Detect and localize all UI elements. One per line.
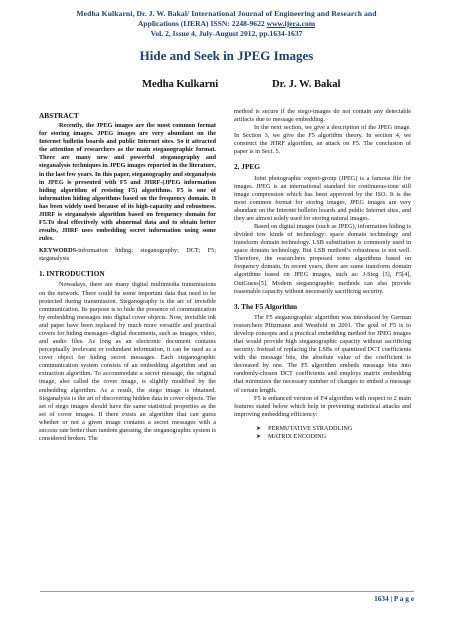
journal-header [40,9,413,38]
journal-url-link[interactable]: www.ijera.com [266,18,316,28]
journal-volume-line: Vol. 2, Issue 4, July-August 2012, pp.1634-1637 [150,28,303,38]
f5-paragraph-1: The F5 steganographic algorithm was introduced by German researchers Pfitzmann and Westfeld in 2001. The goal of F5 is to develop concepts and a practical embedding method for JPEG images that would provide high steganographic capacity without sacrificing security. Instead of replacing the LSBs of quantized DCT coefficients with the message bits, the absolute value of the coefficient is decreased by one. The F5 algorithm embeds message bits into randomly-chosen DCT coefficients and employs matrix embedding that minimizes the necessary number of changes to embed a message of certain length. [234,313,411,394]
f5-paragraph-2: F5 is enhanced version of F4 algorithm with respect to 2 main features stated below which help in preventing statistical attacks and improving embedding efficiency: [234,394,411,418]
jpeg-paragraph-1: Joint photographic expert-group (JPEG) is a famous file for images. JPEG is an international standard for continuous-tone still image compression which has been approved by the ISO. It is the most common format for storing images, JPEG images are very abundant on the Internet bulletin boards and public Internet sites, and they are almost solely used for storing natural images. [234,174,411,222]
arrow-bullet-icon: ➤ [256,425,262,432]
f5-feature-list [256,425,411,441]
intro-continued-text: method is secure if the stego-images do not contain any detectable artifacts due to message embedding. [234,108,411,124]
author-name-2: Dr. J. W. Bakal [272,79,341,90]
arrow-bullet-icon: ➤ [256,433,262,440]
footer-divider [40,591,414,592]
f5-heading: 3. The F5 Algorithm [234,301,298,311]
abstract-heading: ABSTRACT [39,111,79,120]
list-item-text: MATRIX ENCODING [268,432,327,440]
keywords-label: KEYWORDS- [39,247,79,255]
intro-text: Nowadays, there are many digital multimedia transmissions on the network. There could be some important data that need to be protected during transmission. Steganography is the art of invisible communication. Its purpose is to hide the presence of communication by embedding messages into digital cover objects. Now, invisible ink and paper have been replaced by much more versatile and practical covers for hiding messages–digital documents, such as images, video, and audio files. As long as an electronic document contains perceptually irrelevant or redundant information, it can be used as a cover object for hiding secret messages. Each steganographic communication system consists of an embedding algorithm and an extraction algorithm. To accommodate a secret message, the original image, also called the cover image, is slightly modified by the embedding algorithm. As a result, the stego image is obtained. Steganalysis is the art of discovering hidden data in cover objects. The set of stego images should have the same statistical properties as the set of cover images. If there exists an algorithm that can guess whether or not a given image contains a secret messages with a success rate better than random guessing, the steganographic system is considered broken. The [39,281,216,442]
jpeg-paragraph-2: Based on digital images (such as JPEG), information hiding is divided tow kinds of technology: space domain technology and transform domain technology. LSB substitution is commonly used in space domain technology. But LSB method’s robustness is not well. Therefore, the researchers proposed some algorithms based on frequency domain. In recent years, there are some transform domain algorithms based on JPEG images, such as: J-Steg [3], F5[4], OutGuess[5]. Modern steganographic methods can also provide reasonable capacity without necessarily sacrificing security. [234,223,411,295]
page-number: 1634 | P a g e [374,594,414,603]
abstract-text: Recently, the JPEG images are the most common format for storing images. JPEG images are very abundant on the Internet bulletin boards and public Internet sites. So it attracted the attention of researchers as the main steganographic format. There are many new and powerful steganography and steganalysis techniques in JPEG images reported in the literature, in the last few years. In this paper, steganography and steganalysis in JPEG is presented with F5 and JHRF-(JPEG information hiding algorithm of resisting F5) algorithms. F5 is one of information hiding algorithms based on the frequency domain. It has been widely used because of its high-capacity and robustness. JHRF is steganalysis algorithm based on frequency domain for F5.To deal effectively with abnormal data and to obtain better results, JHRF uses embedding secret information using some rules. [39,122,216,243]
left-column [39,108,216,443]
paper-title: Hide and Seek in JPEG Images [139,48,314,63]
keywords [39,247,216,263]
list-item-text: PERMUTATIVE STRADDLING [268,424,353,432]
journal-issn: Applications (IJERA) ISSN: 2248-9622 [137,18,265,28]
list-item [256,425,411,433]
intro-heading: 1. INTRODUCTION [39,269,105,279]
journal-citation-line: Medha Kulkarni, Dr. J. W. Bakal/ International Journal of Engineering and Research and [76,9,377,18]
list-item [256,433,411,441]
section-overview-text: In the next section, we give a description of the JPEG image. In Section 3, we give the F5 algorithm theory. In section 4, we construct the JHRF algorithm, an attack on F5. The conclusion of paper is in Sect. 5. [234,124,411,156]
right-column [234,108,411,441]
keywords-text: information hiding; steganography; DCT; F5; steganalysis [39,247,216,263]
journal-issn-line [40,19,413,29]
author-name-1: Medha Kulkarni [142,79,219,90]
jpeg-heading: 2. JPEG [234,162,260,172]
